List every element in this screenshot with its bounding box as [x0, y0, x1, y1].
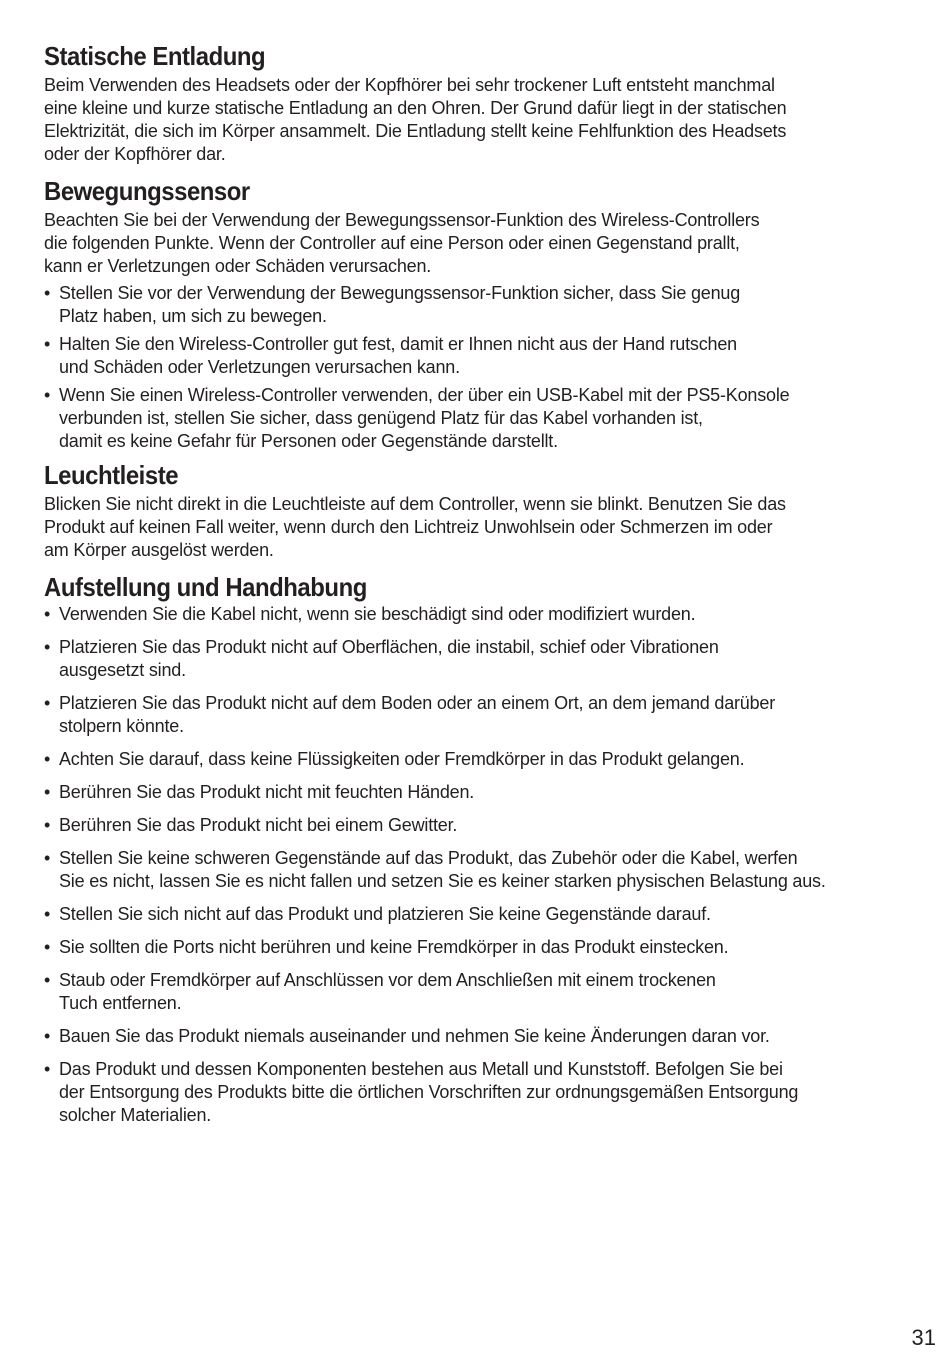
section-motion-sensor [44, 175, 906, 453]
list-item: • Wenn Sie einen Wireless-Controller verwenden, der über ein USB-Kabel mit der PS5-Konsole verbunden ist, stellen Sie sicher, dass genügend Platz für das Kabel vorhanden ist, damit es keine Gefahr für Personen oder Gegenstände darstellt. [44, 384, 906, 453]
section-paragraph: Beim Verwenden des Headsets oder der Kopfhörer bei sehr trockener Luft entsteht manchmal eine kleine und kurze statische Entladung an den Ohren. Der Grund dafür liegt in der statischen Elektrizität, die sich im Körper ansammelt. Die Entladung stellt keine Fehlfunktion des Headsets oder der Kopfhörer dar. [44, 75, 787, 164]
list-item: • Stellen Sie vor der Verwendung der Bewegungssensor-Funktion sicher, dass Sie genug Platz haben, um sich zu bewegen. [44, 282, 906, 328]
list-item: • Berühren Sie das Produkt nicht mit feuchten Händen. [44, 781, 906, 804]
section-setup-handling [44, 571, 906, 1127]
section-heading: Bewegungssensor [44, 176, 250, 206]
list-item: • Platzieren Sie das Produkt nicht auf Oberflächen, die instabil, schief oder Vibrationen ausgesetzt sind. [44, 636, 906, 682]
list-item: • Stellen Sie sich nicht auf das Produkt und platzieren Sie keine Gegenstände darauf. [44, 903, 906, 926]
list-item: • Platzieren Sie das Produkt nicht auf dem Boden oder an einem Ort, an dem jemand darüber stolpern könnte. [44, 692, 906, 738]
list-item: • Sie sollten die Ports nicht berühren und keine Fremdkörper in das Produkt einstecken. [44, 936, 906, 959]
section-static-discharge [44, 40, 906, 166]
page-number: 31 [911, 1325, 936, 1350]
document-page [44, 40, 906, 1137]
section-heading: Aufstellung und Handhabung [44, 572, 367, 602]
list-item: • Bauen Sie das Produkt niemals auseinander und nehmen Sie keine Änderungen daran vor. [44, 1025, 906, 1048]
list-item: • Achten Sie darauf, dass keine Flüssigkeiten oder Fremdkörper in das Produkt gelangen. [44, 748, 906, 771]
list-item: • Verwenden Sie die Kabel nicht, wenn sie beschädigt sind oder modifiziert wurden. [44, 603, 906, 626]
section-heading: Statische Entladung [44, 41, 266, 71]
list-item: • Halten Sie den Wireless-Controller gut fest, damit er Ihnen nicht aus der Hand rutschen und Schäden oder Verletzungen verursachen kann. [44, 333, 906, 379]
section-heading: Leuchtleiste [44, 460, 179, 490]
list-item: • Das Produkt und dessen Komponenten bestehen aus Metall und Kunststoff. Befolgen Sie bei der Entsorgung des Produkts bitte die örtlichen Vorschriften zur ordnungsgemäßen Entsorgung solcher Materialien. [44, 1058, 906, 1127]
list-item: • Stellen Sie keine schweren Gegenstände auf das Produkt, das Zubehör oder die Kabel, werfen Sie es nicht, lassen Sie es nicht fallen und setzen Sie es keiner starken physischen Belastung aus. [44, 847, 906, 893]
list-item: • Staub oder Fremdkörper auf Anschlüssen vor dem Anschließen mit einem trockenen Tuch entfernen. [44, 969, 906, 1015]
section-paragraph: Beachten Sie bei der Verwendung der Bewegungssensor-Funktion des Wireless-Controllers die folgenden Punkte. Wenn der Controller auf eine Person oder einen Gegenstand prallt, kann er Verletzungen oder Schäden verursachen. [44, 210, 760, 276]
bullet-list [44, 603, 906, 1127]
section-paragraph: Blicken Sie nicht direkt in die Leuchtleiste auf dem Controller, wenn sie blinkt. Benutzen Sie das Produkt auf keinen Fall weiter, wenn durch den Lichtreiz Unwohlsein oder Schmerzen im oder am Körper ausgelöst werden. [44, 494, 786, 560]
list-item: • Berühren Sie das Produkt nicht bei einem Gewitter. [44, 814, 906, 837]
bullet-list [44, 282, 906, 453]
section-light-bar [44, 459, 906, 562]
